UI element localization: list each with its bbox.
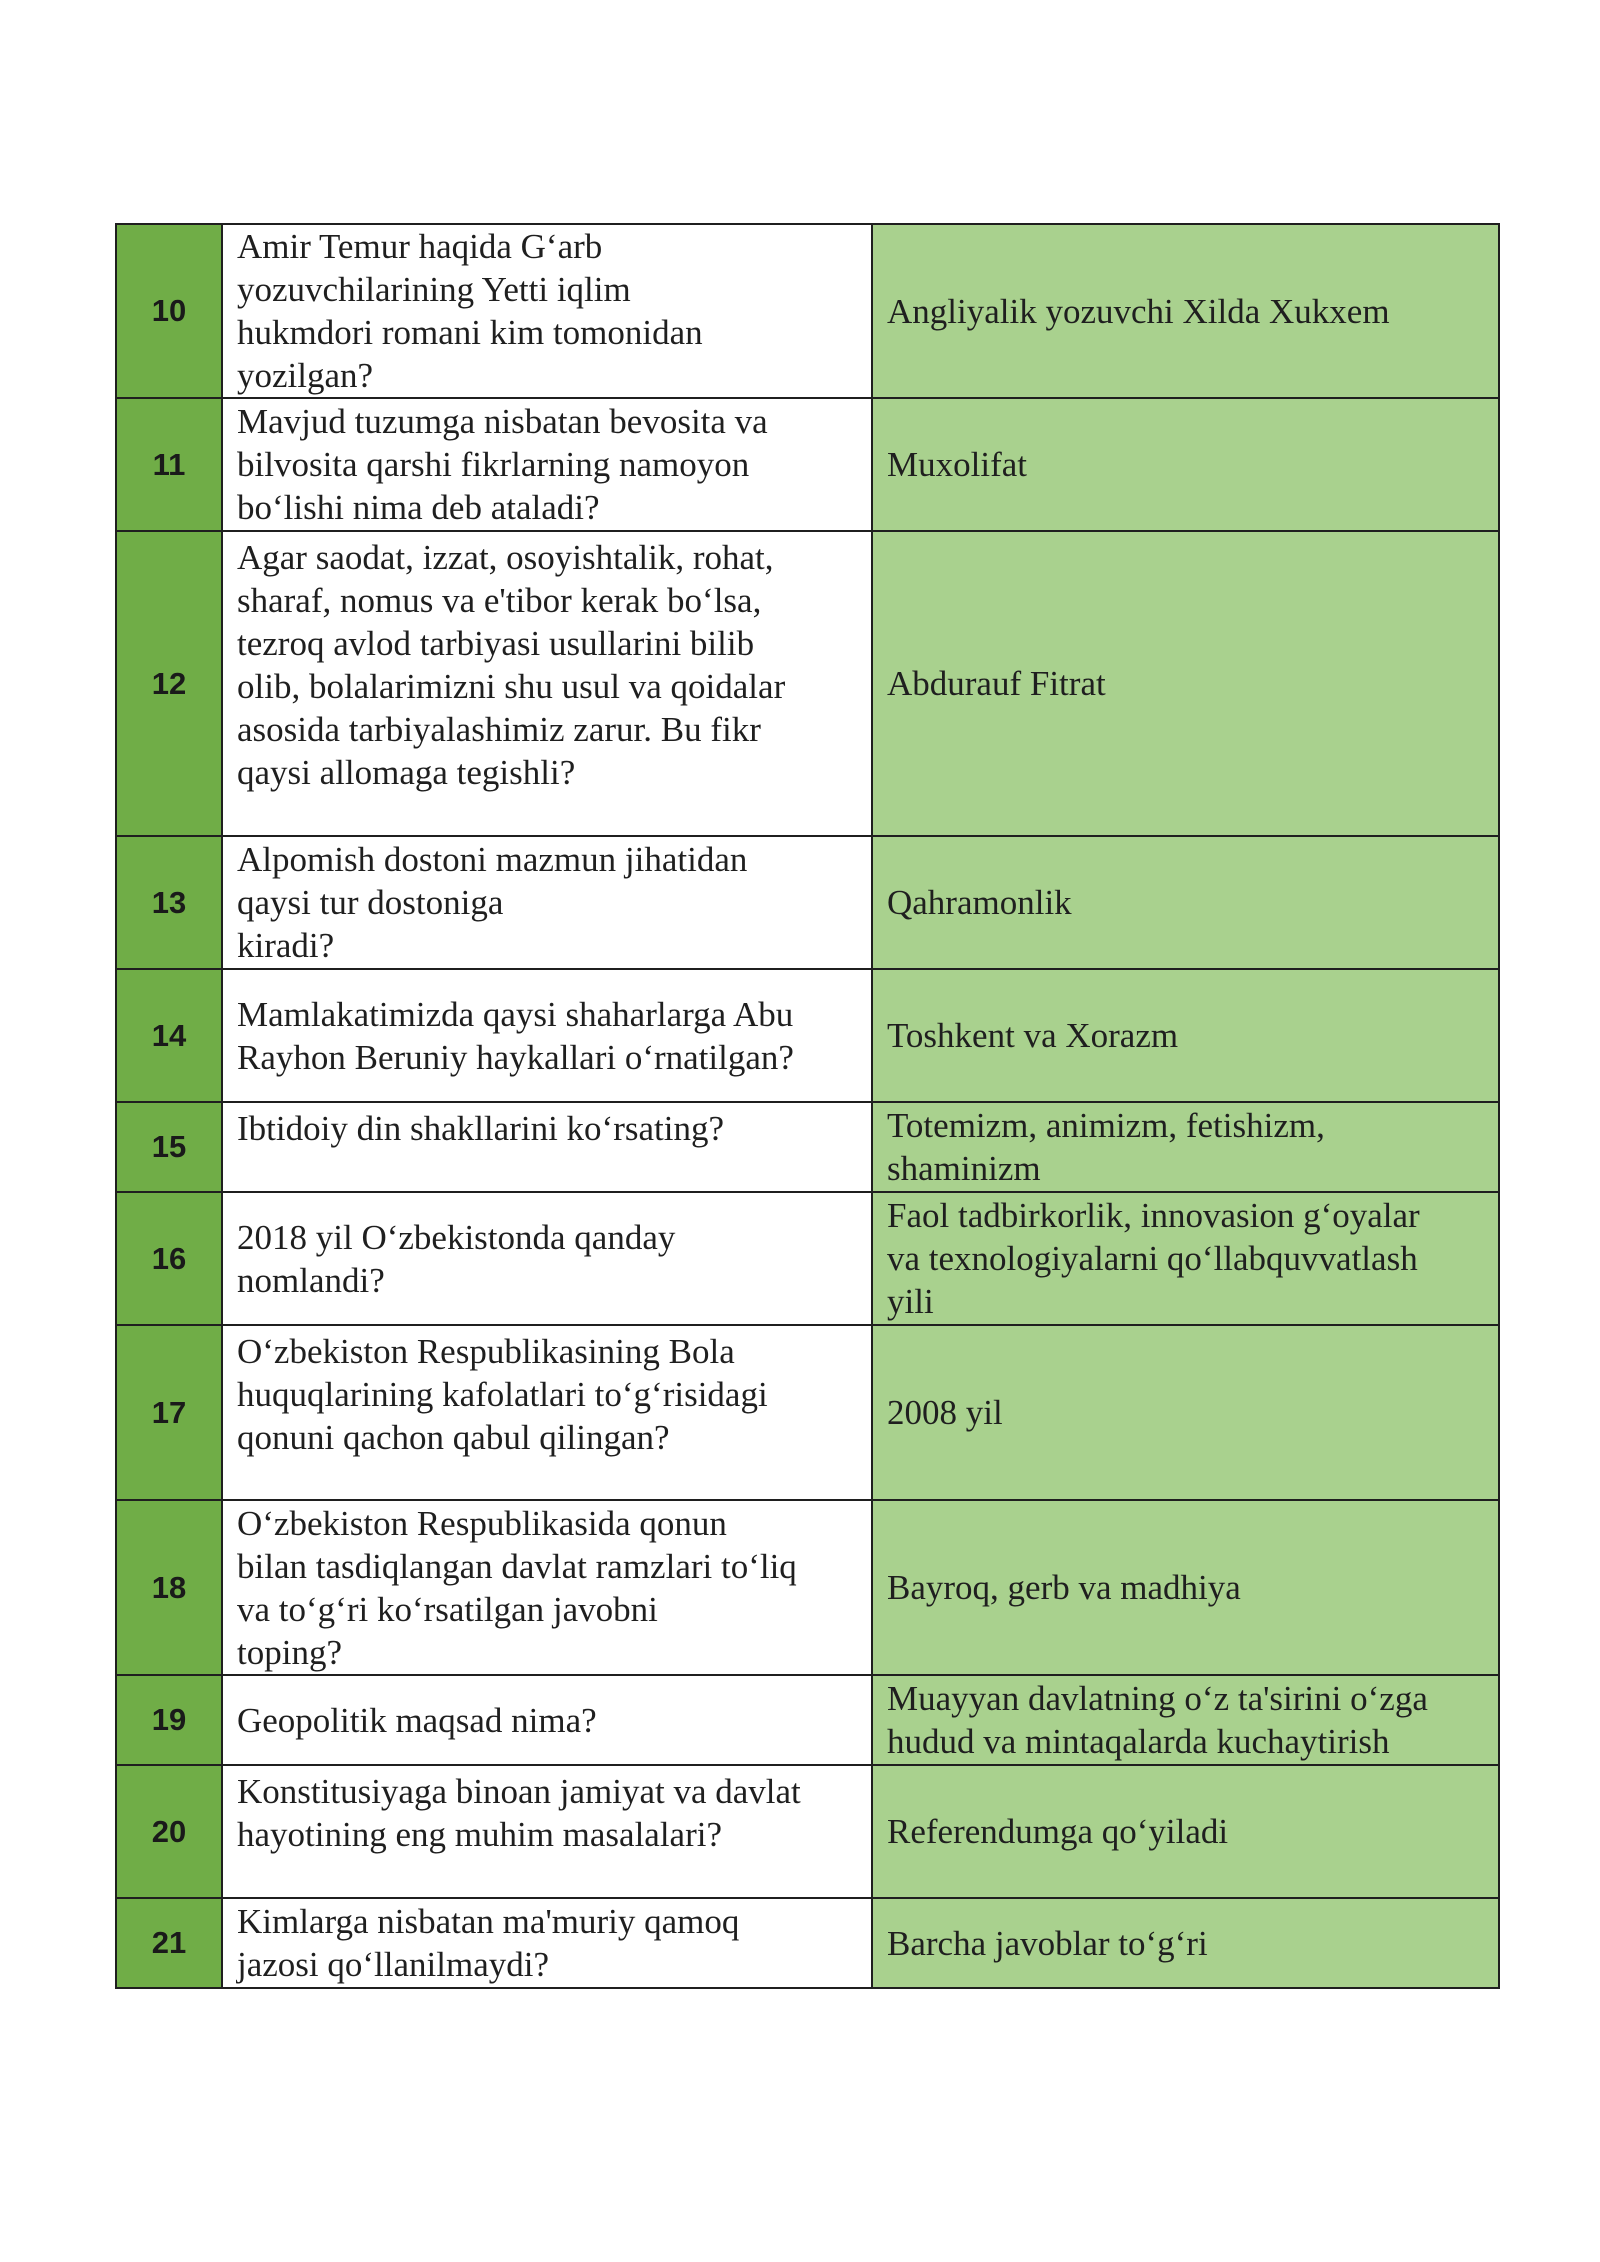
question-cell: O‘zbekiston Respublikasida qonun bilan tasdiqlangan davlat ramzlari to‘liq va to‘g‘ri ko‘rsatilgan javobni toping? bbox=[222, 1500, 872, 1675]
question-cell: Kimlarga nisbatan ma'muriy qamoq jazosi qo‘llanilmaydi? bbox=[222, 1898, 872, 1988]
question-cell: Mavjud tuzumga nisbatan bevosita va bilvosita qarshi fikrlarning namoyon bo‘lishi nima deb ataladi? bbox=[222, 398, 872, 531]
question-cell: Konstitusiyaga binoan jamiyat va davlat hayotining eng muhim masalalari? bbox=[222, 1765, 872, 1898]
question-cell: 2018 yil O‘zbekistonda qanday nomlandi? bbox=[222, 1192, 872, 1325]
row-number: 19 bbox=[116, 1675, 222, 1765]
row-number: 14 bbox=[116, 969, 222, 1102]
row-number: 20 bbox=[116, 1765, 222, 1898]
row-number: 13 bbox=[116, 836, 222, 969]
row-number: 21 bbox=[116, 1898, 222, 1988]
question-cell: Mamlakatimizda qaysi shaharlarga Abu Rayhon Beruniy haykallari o‘rnatilgan? bbox=[222, 969, 872, 1102]
table-row bbox=[116, 224, 1499, 398]
row-number: 16 bbox=[116, 1192, 222, 1325]
answer-cell: Qahramonlik bbox=[872, 836, 1499, 969]
question-cell: Alpomish dostoni mazmun jihatidan qaysi tur dostoniga kiradi? bbox=[222, 836, 872, 969]
table-row bbox=[116, 1898, 1499, 1988]
row-number: 15 bbox=[116, 1102, 222, 1192]
question-cell: Geopolitik maqsad nima? bbox=[222, 1675, 872, 1765]
table-row bbox=[116, 1675, 1499, 1765]
table-row bbox=[116, 398, 1499, 531]
table-row bbox=[116, 1102, 1499, 1192]
table-row bbox=[116, 969, 1499, 1102]
answer-cell: Bayroq, gerb va madhiya bbox=[872, 1500, 1499, 1675]
row-number: 10 bbox=[116, 224, 222, 398]
row-number: 17 bbox=[116, 1325, 222, 1500]
table-row bbox=[116, 836, 1499, 969]
answer-cell: 2008 yil bbox=[872, 1325, 1499, 1500]
table-row bbox=[116, 1192, 1499, 1325]
answer-cell: Angliyalik yozuvchi Xilda Xukxem bbox=[872, 224, 1499, 398]
answer-cell: Muayyan davlatning o‘z ta'sirini o‘zga hudud va mintaqalarda kuchaytirish bbox=[872, 1675, 1499, 1765]
question-cell: O‘zbekiston Respublikasining Bola huquqlarining kafolatlari to‘g‘risidagi qonuni qachon qabul qilingan? bbox=[222, 1325, 872, 1500]
question-cell: Amir Temur haqida G‘arb yozuvchilarining Yetti iqlim hukmdori romani kim tomonidan yozilgan? bbox=[222, 224, 872, 398]
table-row bbox=[116, 1325, 1499, 1500]
row-number: 18 bbox=[116, 1500, 222, 1675]
answer-cell: Referendumga qo‘yiladi bbox=[872, 1765, 1499, 1898]
answer-cell: Toshkent va Xorazm bbox=[872, 969, 1499, 1102]
question-cell: Agar saodat, izzat, osoyishtalik, rohat, sharaf, nomus va e'tibor kerak bo‘lsa, tezroq avlod tarbiyasi usullarini bilib olib, bolalarimizni shu usul va qoidalar asosida tarbiyalashimiz zarur. Bu fikr qaysi allomaga tegishli? bbox=[222, 531, 872, 836]
table-row bbox=[116, 531, 1499, 836]
question-cell: Ibtidoiy din shakllarini ko‘rsating? bbox=[222, 1102, 872, 1192]
answer-cell: Totemizm, animizm, fetishizm, shaminizm bbox=[872, 1102, 1499, 1192]
row-number: 12 bbox=[116, 531, 222, 836]
answer-cell: Barcha javoblar to‘g‘ri bbox=[872, 1898, 1499, 1988]
answer-cell: Faol tadbirkorlik, innovasion g‘oyalar va texnologiyalarni qo‘llabquvvatlash yili bbox=[872, 1192, 1499, 1325]
table-row bbox=[116, 1500, 1499, 1675]
answer-cell: Abdurauf Fitrat bbox=[872, 531, 1499, 836]
table-row bbox=[116, 1765, 1499, 1898]
answer-cell: Muxolifat bbox=[872, 398, 1499, 531]
qa-table bbox=[115, 223, 1500, 1989]
row-number: 11 bbox=[116, 398, 222, 531]
